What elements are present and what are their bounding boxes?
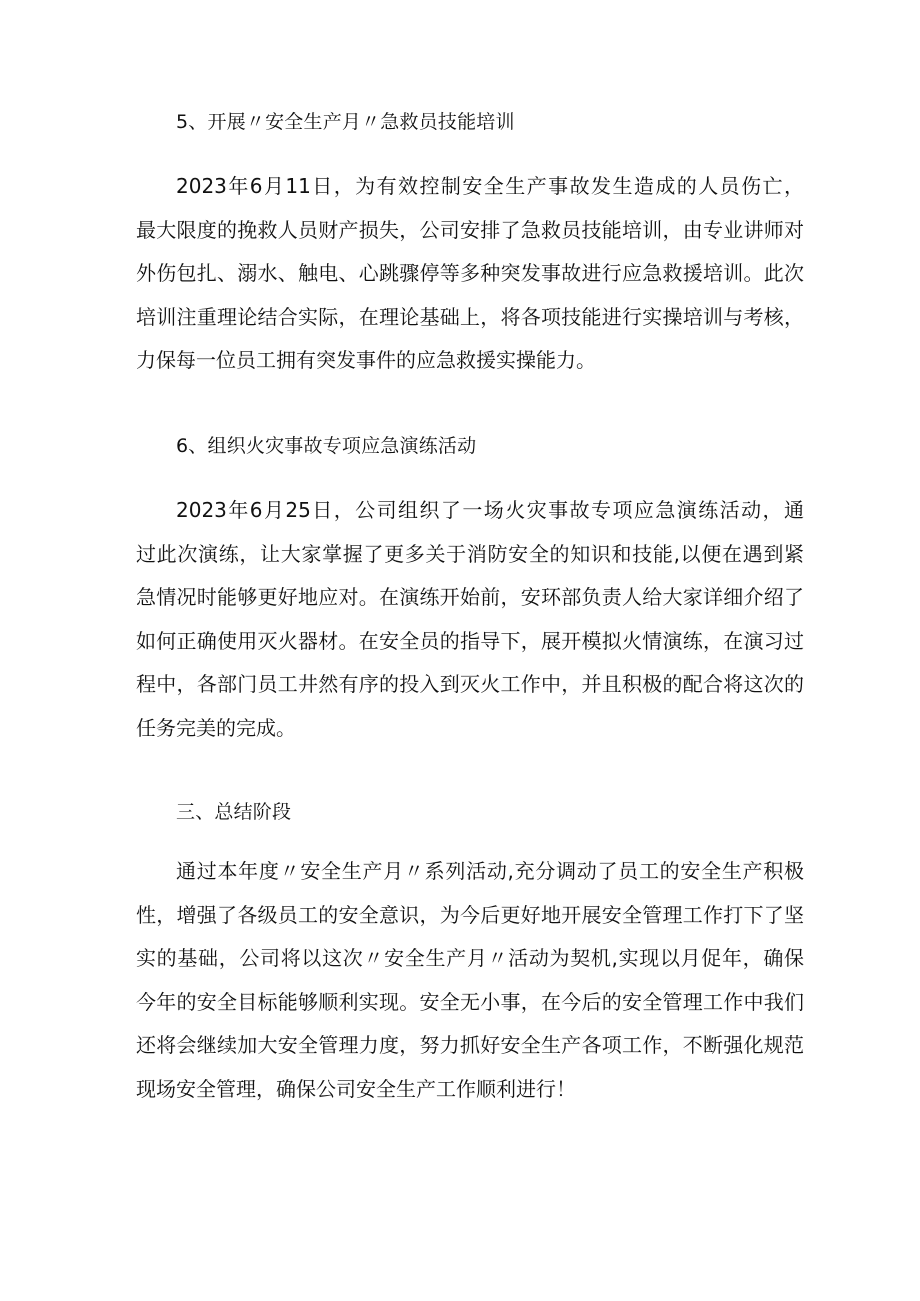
paragraph-line: 过此次演练，让大家掌握了更多关于消防安全的知识和技能,以便在遇到紧 bbox=[136, 541, 804, 566]
summary-paragraph bbox=[136, 850, 804, 1111]
paragraph-line: 现场安全管理，确保公司安全生产工作顺利进行！ bbox=[136, 1076, 576, 1101]
section-6-heading: 6、组织火灾事故专项应急演练活动 bbox=[176, 435, 477, 457]
section-5-paragraph bbox=[136, 165, 804, 383]
section-6-paragraph bbox=[136, 489, 804, 750]
paragraph-line: 最大限度的挽救人员财产损失，公司安排了急救员技能培训，由专业讲师对 bbox=[136, 217, 804, 242]
paragraph-line: 如何正确使用灭火器材。在安全员的指导下，展开模拟火情演练，在演习过 bbox=[136, 628, 804, 653]
paragraph-line: 力保每一位员工拥有突发事件的应急救援实操能力。 bbox=[136, 348, 596, 372]
paragraph-line: 任务完美的完成。 bbox=[136, 715, 296, 740]
paragraph-line: 2023年6月11日，为有效控制安全生产事故发生造成的人员伤亡， bbox=[176, 174, 804, 198]
paragraph-line: 2023年6月25日，公司组织了一场火灾事故专项应急演练活动，通 bbox=[176, 498, 804, 522]
paragraph-line: 实的基础，公司将以这次〃安全生产月〃活动为契机,实现以月促年，确保 bbox=[136, 946, 804, 970]
paragraph-line: 今年的安全目标能够顺利实现。安全无小事，在今后的安全管理工作中我们 bbox=[136, 989, 804, 1014]
paragraph-line: 培训注重理论结合实际，在理论基础上，将各项技能进行实操培训与考核， bbox=[136, 304, 804, 329]
paragraph-line: 急情况时能够更好地应对。在演练开始前，安环部负责人给大家详细介绍了 bbox=[136, 585, 804, 609]
paragraph-line: 还将会继续加大安全管理力度，努力抓好安全生产各项工作，不断强化规范 bbox=[136, 1033, 804, 1057]
paragraph-line: 程中，各部门员工井然有序的投入到灭火工作中，并且积极的配合将这次的 bbox=[136, 672, 804, 696]
paragraph-line: 通过本年度〃安全生产月〃系列活动,充分调动了员工的安全生产积极 bbox=[176, 859, 804, 883]
section-5-heading: 5、开展〃安全生产月〃急救员技能培训 bbox=[176, 111, 515, 133]
summary-heading: 三、总结阶段 bbox=[176, 801, 292, 823]
paragraph-line: 性，增强了各级员工的安全意识，为今后更好地开展安全管理工作打下了坚 bbox=[136, 902, 804, 927]
paragraph-line: 外伤包扎、溺水、触电、心跳骤停等多种突发事故进行应急救援培训。此次 bbox=[136, 261, 804, 285]
